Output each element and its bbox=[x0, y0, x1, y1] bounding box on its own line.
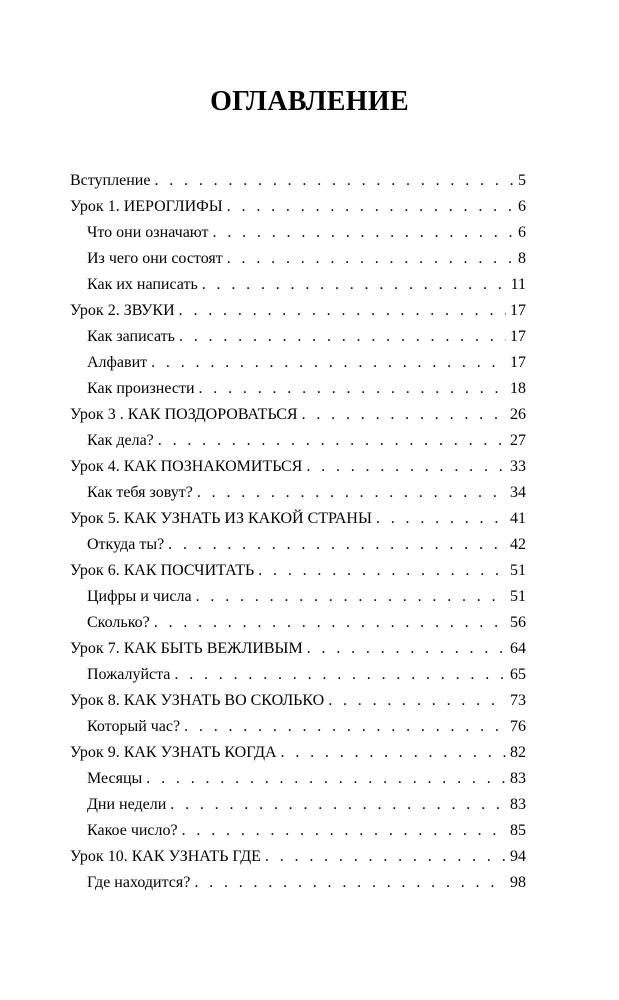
toc-chapter-entry bbox=[70, 168, 526, 194]
toc-subsection-entry bbox=[70, 818, 526, 844]
dot-leader bbox=[376, 506, 506, 532]
toc-subsection-entry bbox=[70, 220, 526, 246]
dot-leader bbox=[265, 844, 506, 870]
toc-entry-label: Месяцы bbox=[87, 770, 143, 787]
dot-leader bbox=[182, 818, 506, 844]
toc-subsection-entry bbox=[70, 480, 526, 506]
dot-leader bbox=[174, 662, 506, 688]
dot-leader bbox=[170, 792, 506, 818]
toc-entry-label: Урок 3 . КАК ПОЗДОРОВАТЬСЯ bbox=[70, 406, 298, 423]
toc-chapter-entry bbox=[70, 402, 526, 428]
toc-chapter-entry bbox=[70, 506, 526, 532]
dot-leader bbox=[199, 376, 507, 402]
toc-subsection-entry bbox=[70, 376, 526, 402]
toc-entry-label: Вступление bbox=[70, 172, 151, 189]
dot-leader bbox=[158, 428, 506, 454]
dot-leader bbox=[307, 636, 506, 662]
toc-entry-label: Откуда ты? bbox=[87, 536, 165, 553]
toc-entry-page-number: 5 bbox=[518, 172, 526, 189]
toc-entry-page-number: 51 bbox=[510, 588, 526, 605]
toc-entry-page-number: 6 bbox=[518, 224, 526, 241]
toc-entry-page-number: 6 bbox=[518, 198, 526, 215]
toc-entry-label: Как их написать bbox=[87, 276, 198, 293]
toc-entry-page-number: 76 bbox=[510, 718, 526, 735]
toc-entry-label: Урок 10. КАК УЗНАТЬ ГДЕ bbox=[70, 848, 261, 865]
dot-leader bbox=[151, 350, 506, 376]
toc-subsection-entry bbox=[70, 272, 526, 298]
toc-entry-label: Пожалуйста bbox=[87, 666, 171, 683]
toc-entry-page-number: 26 bbox=[510, 406, 526, 423]
toc-subsection-entry bbox=[70, 350, 526, 376]
dot-leader bbox=[154, 168, 514, 194]
toc-entry-page-number: 42 bbox=[510, 536, 526, 553]
toc-entry-label: Где находится? bbox=[87, 874, 191, 891]
toc-entry-page-number: 64 bbox=[510, 640, 526, 657]
toc-entry-page-number: 17 bbox=[510, 328, 526, 345]
toc-entry-label: Что они означают bbox=[87, 224, 209, 241]
toc-entry-page-number: 83 bbox=[510, 770, 526, 787]
toc-subsection-entry bbox=[70, 428, 526, 454]
toc-subsection-entry bbox=[70, 324, 526, 350]
toc-entry-label: Какое число? bbox=[87, 822, 178, 839]
toc-chapter-entry bbox=[70, 636, 526, 662]
toc-entry-label: Как дела? bbox=[87, 432, 154, 449]
toc-chapter-entry bbox=[70, 454, 526, 480]
dot-leader bbox=[184, 714, 506, 740]
toc-entry-page-number: 98 bbox=[510, 874, 526, 891]
dot-leader bbox=[179, 324, 506, 350]
toc-entry-page-number: 41 bbox=[510, 510, 526, 527]
toc-entry-label: Который час? bbox=[87, 718, 181, 735]
table-of-contents bbox=[70, 168, 526, 896]
toc-entry-label: Как записать bbox=[87, 328, 175, 345]
dot-leader bbox=[213, 220, 514, 246]
toc-chapter-entry bbox=[70, 688, 526, 714]
page-title: ОГЛАВЛЕНИЕ bbox=[210, 86, 409, 117]
toc-entry-label: Как произнести bbox=[87, 380, 195, 397]
toc-subsection-entry bbox=[70, 714, 526, 740]
toc-subsection-entry bbox=[70, 610, 526, 636]
toc-subsection-entry bbox=[70, 870, 526, 896]
dot-leader bbox=[281, 740, 506, 766]
toc-entry-page-number: 82 bbox=[510, 744, 526, 761]
dot-leader bbox=[202, 272, 507, 298]
toc-entry-label: Урок 4. КАК ПОЗНАКОМИТЬСЯ bbox=[70, 458, 303, 475]
toc-subsection-entry bbox=[70, 662, 526, 688]
dot-leader bbox=[328, 688, 506, 714]
toc-entry-label: Дни недели bbox=[87, 796, 167, 813]
toc-chapter-entry bbox=[70, 194, 526, 220]
toc-entry-page-number: 8 bbox=[518, 250, 526, 267]
toc-entry-label: Как тебя зовут? bbox=[87, 484, 193, 501]
toc-entry-label: Из чего они состоят bbox=[87, 250, 223, 267]
toc-entry-label: Цифры и числа bbox=[87, 588, 192, 605]
dot-leader bbox=[306, 454, 506, 480]
dot-leader bbox=[227, 246, 514, 272]
toc-entry-page-number: 27 bbox=[510, 432, 526, 449]
toc-entry-page-number: 94 bbox=[510, 848, 526, 865]
toc-entry-label: Урок 7. КАК БЫТЬ ВЕЖЛИВЫМ bbox=[70, 640, 303, 657]
toc-entry-page-number: 65 bbox=[510, 666, 526, 683]
toc-subsection-entry bbox=[70, 792, 526, 818]
toc-entry-page-number: 17 bbox=[510, 302, 526, 319]
toc-subsection-entry bbox=[70, 584, 526, 610]
toc-entry-page-number: 51 bbox=[510, 562, 526, 579]
toc-entry-page-number: 18 bbox=[510, 380, 526, 397]
toc-chapter-entry bbox=[70, 298, 526, 324]
toc-entry-page-number: 11 bbox=[510, 276, 526, 293]
toc-subsection-entry bbox=[70, 246, 526, 272]
toc-subsection-entry bbox=[70, 532, 526, 558]
toc-entry-label: Алфавит bbox=[87, 354, 148, 371]
toc-entry-page-number: 56 bbox=[510, 614, 526, 631]
dot-leader bbox=[146, 766, 506, 792]
toc-chapter-entry bbox=[70, 844, 526, 870]
toc-entry-label: Урок 8. КАК УЗНАТЬ ВО СКОЛЬКО bbox=[70, 692, 325, 709]
toc-entry-page-number: 17 bbox=[510, 354, 526, 371]
toc-chapter-entry bbox=[70, 740, 526, 766]
toc-subsection-entry bbox=[70, 766, 526, 792]
dot-leader bbox=[258, 558, 506, 584]
dot-leader bbox=[179, 298, 506, 324]
dot-leader bbox=[197, 480, 506, 506]
toc-entry-label: Урок 5. КАК УЗНАТЬ ИЗ КАКОЙ СТРАНЫ bbox=[70, 510, 372, 527]
toc-entry-label: Сколько? bbox=[87, 614, 150, 631]
toc-entry-page-number: 34 bbox=[510, 484, 526, 501]
dot-leader bbox=[154, 610, 506, 636]
toc-entry-label: Урок 6. КАК ПОСЧИТАТЬ bbox=[70, 562, 255, 579]
toc-entry-page-number: 85 bbox=[510, 822, 526, 839]
dot-leader bbox=[227, 194, 514, 220]
dot-leader bbox=[196, 584, 506, 610]
toc-entry-label: Урок 1. ИЕРОГЛИФЫ bbox=[70, 198, 223, 215]
dot-leader bbox=[302, 402, 506, 428]
toc-entry-page-number: 83 bbox=[510, 796, 526, 813]
toc-entry-label: Урок 9. КАК УЗНАТЬ КОГДА bbox=[70, 744, 277, 761]
dot-leader bbox=[168, 532, 506, 558]
toc-entry-page-number: 73 bbox=[510, 692, 526, 709]
dot-leader bbox=[194, 870, 506, 896]
toc-entry-label: Урок 2. ЗВУКИ bbox=[70, 302, 175, 319]
toc-chapter-entry bbox=[70, 558, 526, 584]
toc-entry-page-number: 33 bbox=[510, 458, 526, 475]
